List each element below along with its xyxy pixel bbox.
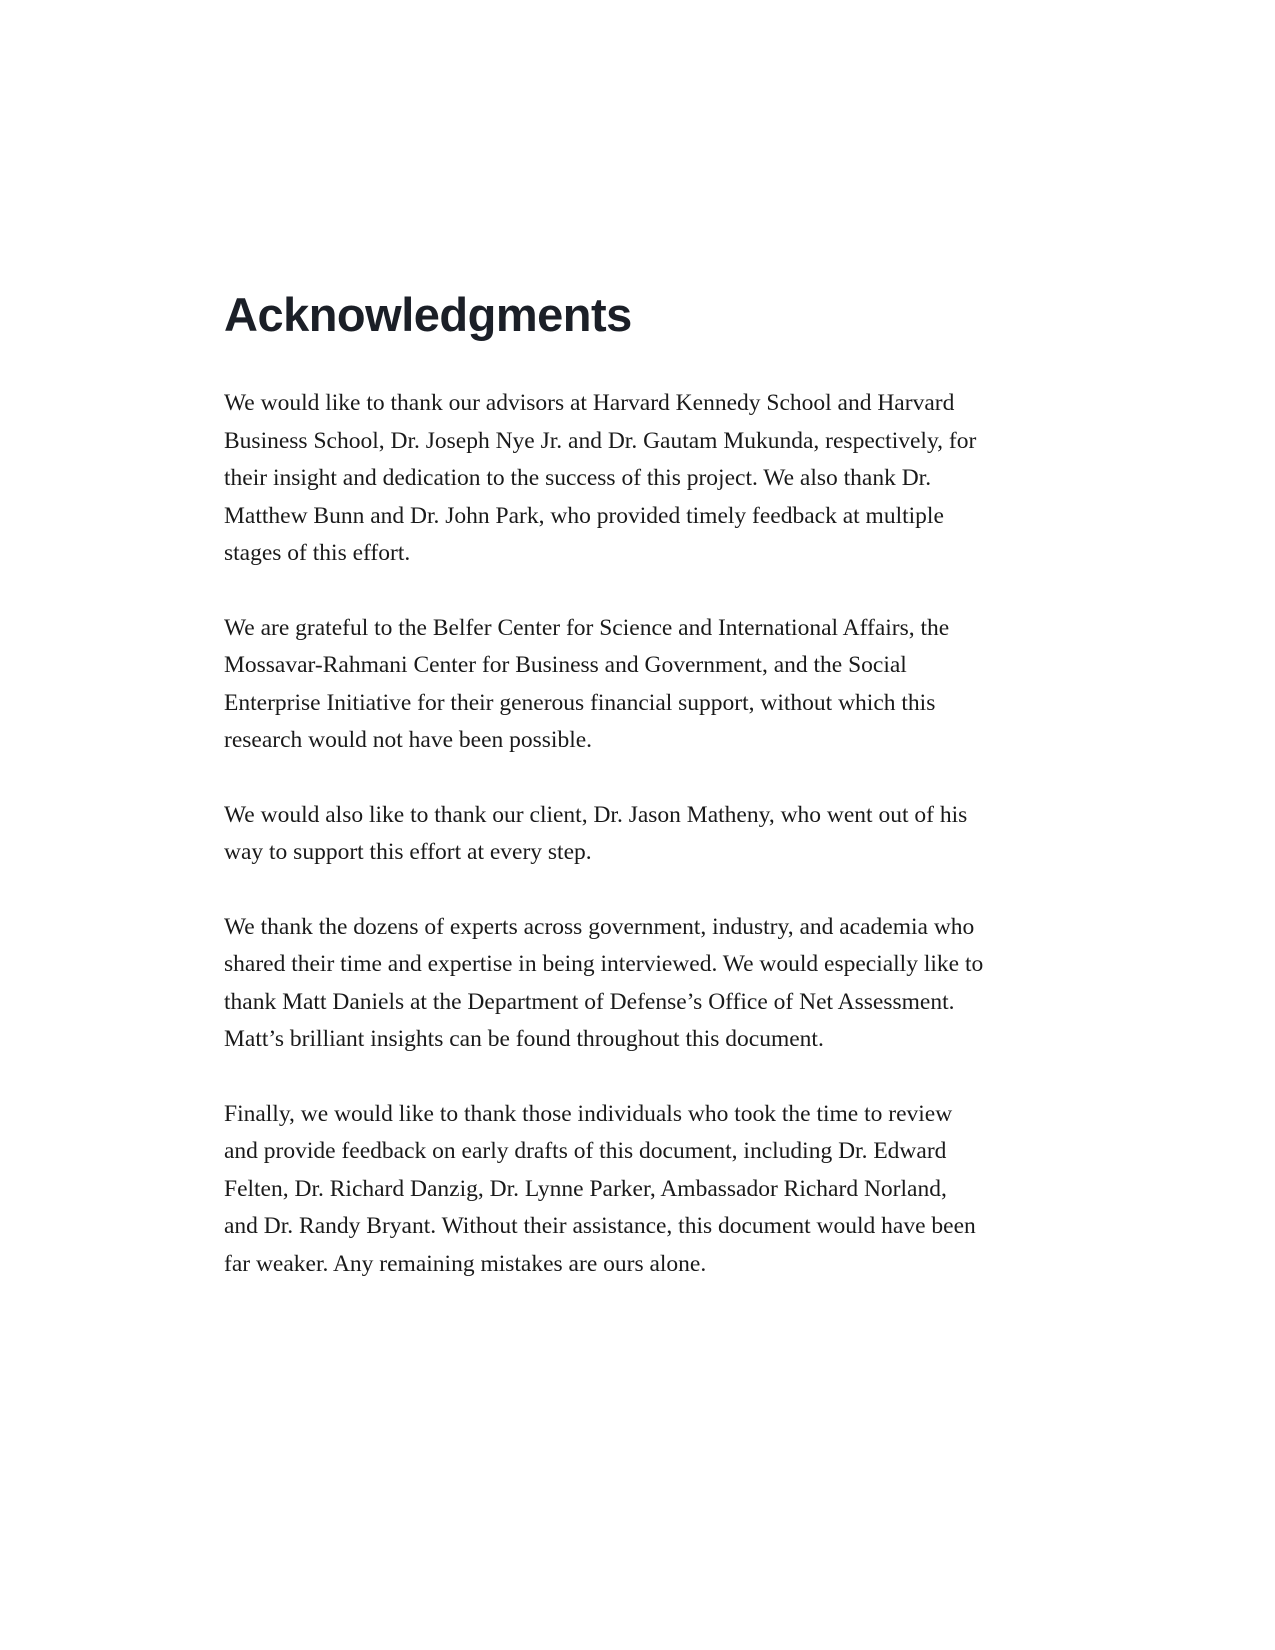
acknowledgments-section xyxy=(224,285,984,1283)
page-title: Acknowledgments xyxy=(224,288,632,341)
paragraph-reviewers: Finally, we would like to thank those individuals who took the time to review and provide feedback on early drafts of this document, including Dr. Edward Felten, Dr. Richard Danzig, Dr. Lynne Parker, Ambassador Richard Norland, and Dr. Randy Bryant. Without their assistance, this document would have been far weaker. Any remaining mistakes are ours alone. xyxy=(224,1100,976,1277)
paragraph-advisors: We would like to thank our advisors at Harvard Kennedy School and Harvard Business School, Dr. Joseph Nye Jr. and Dr. Gautam Mukunda, respectively, for their insight and dedication to the success of this project. We also thank Dr. Matthew Bunn and Dr. John Park, who provided timely feedback at multiple stages of this effort. xyxy=(224,390,977,566)
paragraph-funding: We are grateful to the Belfer Center for Science and International Affairs, the Mossavar-Rahmani Center for Business and Government, and the Social Enterprise Initiative for their generous financial support, without which this research would not have been possible. xyxy=(224,614,950,753)
paragraph-client: We would also like to thank our client, Dr. Jason Matheny, who went out of his way to support this effort at every step. xyxy=(224,801,968,865)
paragraph-experts: We thank the dozens of experts across government, industry, and academia who shared their time and expertise in being interviewed. We would especially like to thank Matt Daniels at the Department of Defense’s Office of Net Assessment. Matt’s brilliant insights can be found throughout this document. xyxy=(224,913,984,1052)
